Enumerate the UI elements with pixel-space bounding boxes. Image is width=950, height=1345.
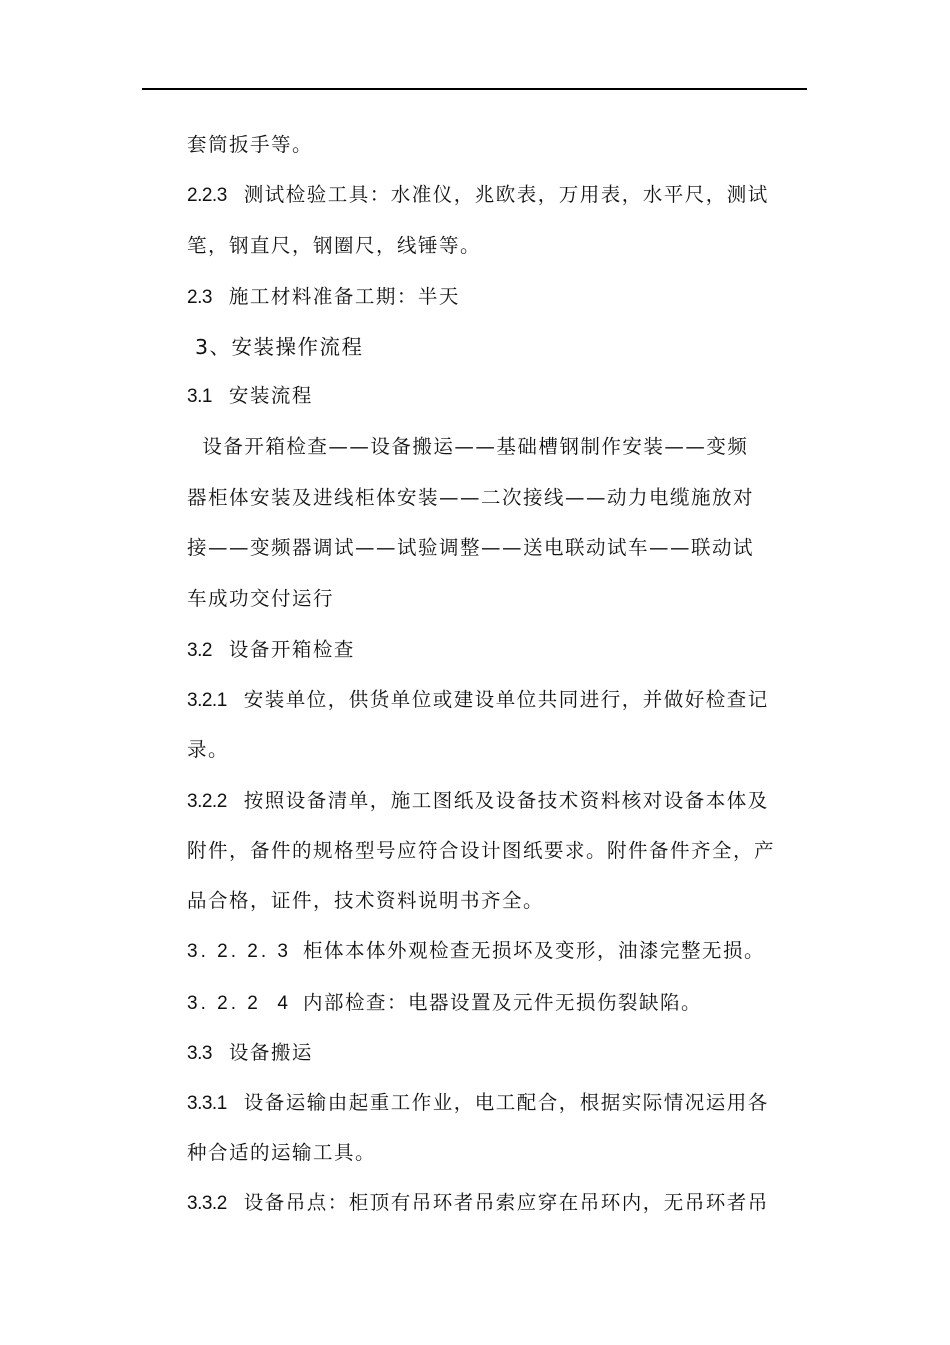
section-number: 3.3.1 bbox=[187, 1093, 227, 1114]
paragraph-line: 种合适的运输工具。 bbox=[187, 1141, 377, 1164]
paragraph-line: 3.2.2 按照设备清单，施工图纸及设备技术资料核对设备本体及 bbox=[187, 789, 769, 812]
section-heading: 3、安装操作流程 bbox=[187, 335, 364, 359]
paragraph-line: 3.3.2 设备吊点：柜顶有吊环者吊索应穿在吊环内，无吊环者吊 bbox=[187, 1191, 769, 1214]
paragraph-line: 3.1 安装流程 bbox=[187, 384, 313, 407]
section-number: 2.2.3 bbox=[187, 185, 227, 206]
paragraph-line: 录。 bbox=[187, 738, 230, 761]
section-number: 3.3.2 bbox=[187, 1193, 227, 1214]
section-number: 3. 2. 2. 3 bbox=[187, 941, 291, 962]
paragraph-line: 3.2.1 安装单位，供货单位或建设单位共同进行，并做好检查记 bbox=[187, 688, 769, 711]
paragraph-line: 2.3 施工材料准备工期：半天 bbox=[187, 285, 460, 308]
paragraph-line: 设备开箱检查——设备搬运——基础槽钢制作安装——变频 bbox=[187, 435, 749, 458]
paragraph-line: 车成功交付运行 bbox=[187, 587, 335, 610]
section-number: 3.1 bbox=[187, 386, 212, 407]
paragraph-line: 器柜体安装及进线柜体安装——二次接线——动力电缆施放对 bbox=[187, 486, 755, 509]
paragraph-line: 3. 2. 2. 3 柜体本体外观检查无损坏及变形，油漆完整无损。 bbox=[187, 939, 765, 962]
section-number: 3.3 bbox=[187, 1043, 212, 1064]
paragraph-line: 接——变频器调试——试验调整——送电联动试车——联动试 bbox=[187, 536, 755, 559]
paragraph-line: 3.2 设备开箱检查 bbox=[187, 638, 355, 661]
paragraph-line: 笔，钢直尺，钢圈尺，线锤等。 bbox=[187, 234, 482, 257]
paragraph-line: 套筒扳手等。 bbox=[187, 133, 314, 156]
paragraph-line: 3.3 设备搬运 bbox=[187, 1041, 313, 1064]
section-number: 2.3 bbox=[187, 287, 212, 308]
paragraph-line: 2.2.3 测试检验工具：水准仪，兆欧表，万用表，水平尺，测试 bbox=[187, 183, 769, 206]
section-number: 3.2.2 bbox=[187, 791, 227, 812]
paragraph-line: 品合格，证件，技术资料说明书齐全。 bbox=[187, 889, 545, 912]
section-number: 3.2 bbox=[187, 640, 212, 661]
paragraph-line: 3.3.1 设备运输由起重工作业，电工配合，根据实际情况运用各 bbox=[187, 1091, 769, 1114]
paragraph-line: 附件，备件的规格型号应符合设计图纸要求。附件备件齐全，产 bbox=[187, 839, 776, 862]
section-number: 3. 2. 2 4 bbox=[187, 993, 291, 1014]
header-rule bbox=[142, 88, 807, 90]
paragraph-line: 3. 2. 2 4 内部检查：电器设置及元件无损伤裂缺陷。 bbox=[187, 991, 702, 1014]
section-number: 3.2.1 bbox=[187, 690, 227, 711]
